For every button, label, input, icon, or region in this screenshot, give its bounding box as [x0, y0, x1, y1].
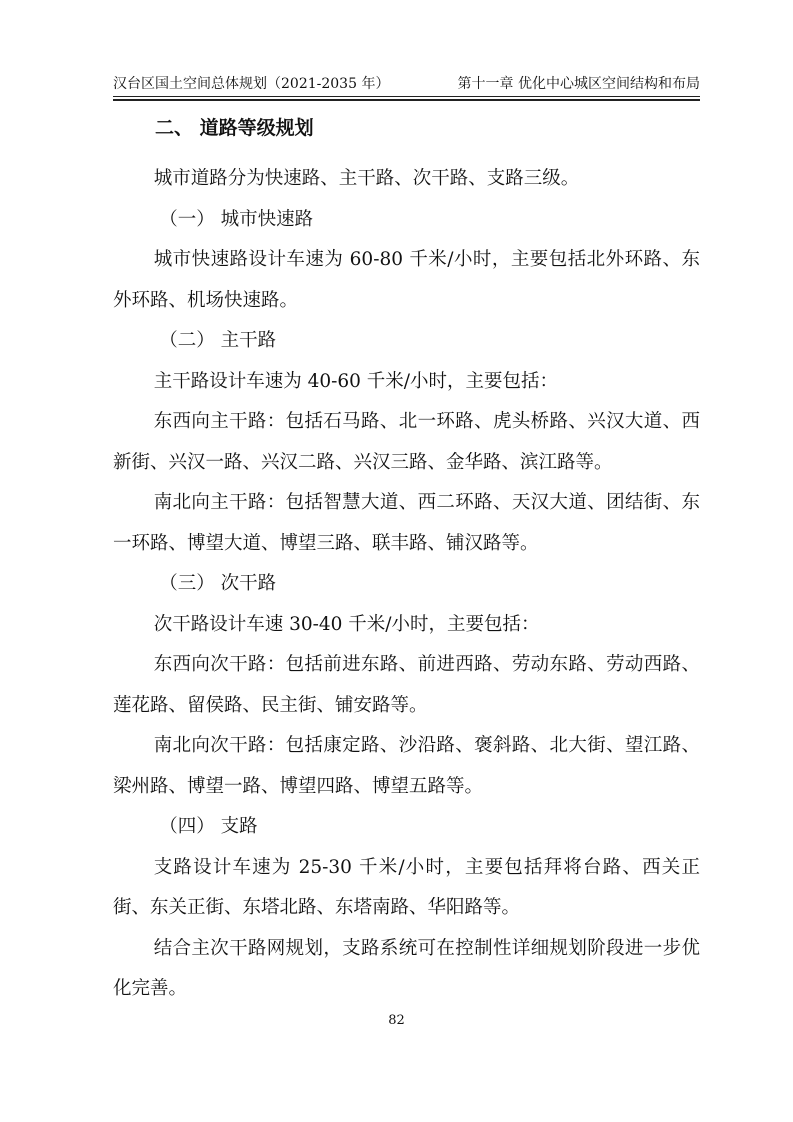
body-text [113, 159, 700, 1010]
paragraph-arterial-north-south: 南北向主干路：包括智慧大道、西二环路、天汉大道、团结街、东一环路、博望大道、博望三路、联丰路、铺汉路等。 [113, 492, 700, 554]
paragraph-arterial-east-west: 东西向主干路：包括石马路、北一环路、虎头桥路、兴汉大道、西新街、兴汉一路、兴汉二路、兴汉三路、金华路、滨江路等。 [113, 411, 700, 473]
subheading-arterial: （二） 主干路 [159, 330, 277, 351]
header-rule [113, 96, 700, 97]
page-number: 82 [388, 1013, 405, 1028]
header-chapter-title: 第十一章 优化中心城区空间结构和布局 [457, 76, 700, 92]
subheading-branch: （四） 支路 [159, 816, 258, 837]
header-rule-thick [113, 99, 700, 101]
paragraph-expressway: 城市快速路设计车速为 60-80 千米/小时，主要包括北外环路、东外环路、机场快速路。 [113, 249, 700, 311]
paragraph-intro: 城市道路分为快速路、主干路、次干路、支路三级。 [153, 168, 580, 189]
paragraph-arterial: 主干路设计车速为 40-60 千米/小时，主要包括： [153, 370, 559, 392]
paragraph-secondary: 次干路设计车速 30-40 千米/小时，主要包括： [153, 613, 540, 635]
section-title: 二、 道路等级规划 [155, 117, 314, 139]
subheading-secondary: （三） 次干路 [159, 573, 277, 594]
subheading-expressway: （一） 城市快速路 [159, 208, 314, 230]
paragraph-secondary-east-west: 东西向次干路：包括前进东路、前进西路、劳动东路、劳动西路、莲花路、留侯路、民主街、铺安路等。 [113, 654, 700, 716]
paragraph-conclusion: 结合主次干路网规划，支路系统可在控制性详细规划阶段进一步优化完善。 [113, 937, 700, 999]
paragraph-branch: 支路设计车速为 25-30 千米/小时，主要包括拜将台路、西关正街、东关正街、东塔北路、东塔南路、华阳路等。 [113, 856, 700, 918]
paragraph-secondary-north-south: 南北向次干路：包括康定路、沙沿路、褒斜路、北大街、望江路、梁州路、博望一路、博望四路、博望五路等。 [113, 735, 700, 797]
header-document-title: 汉台区国土空间总体规划（2021-2035 年） [113, 76, 390, 92]
page-header [113, 74, 700, 94]
